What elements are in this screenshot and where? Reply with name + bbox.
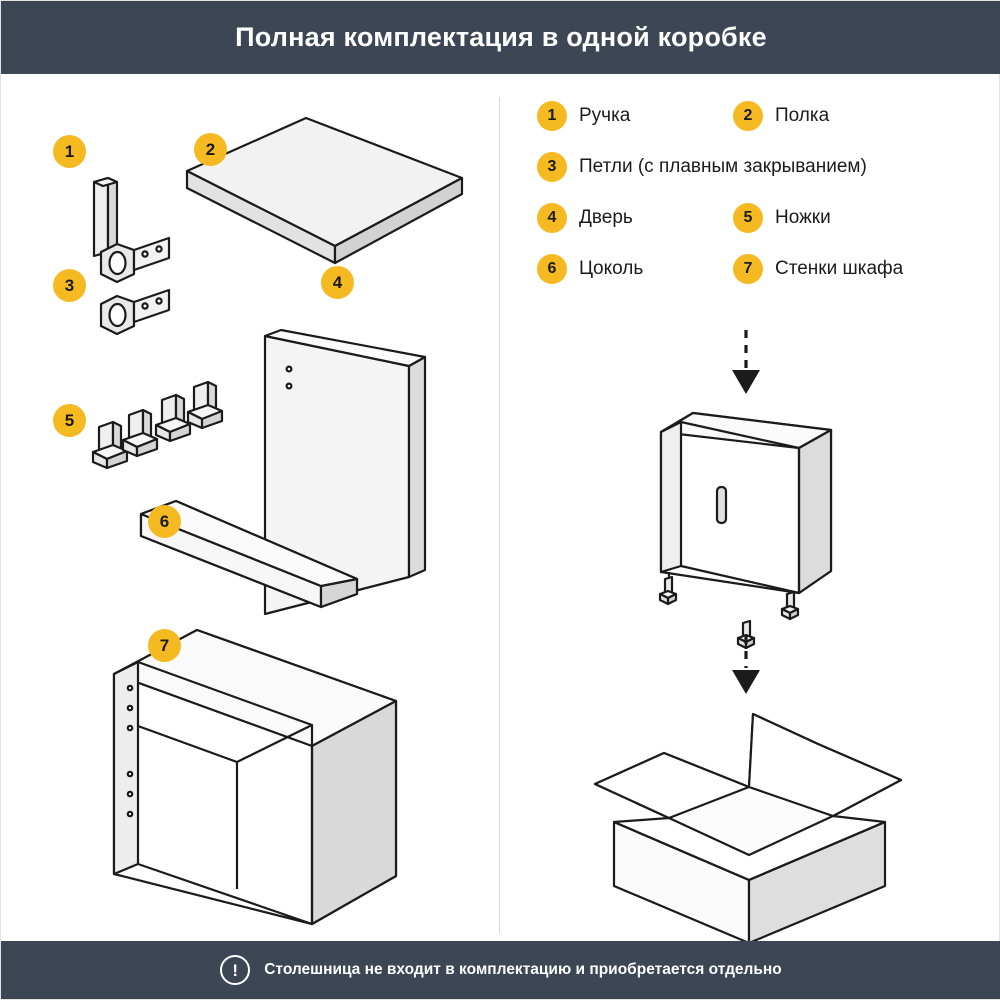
part-badge-label: 7 (159, 635, 170, 655)
part-badge-plinth (148, 505, 181, 538)
legend-list (537, 101, 977, 305)
footer-bar (1, 941, 1000, 999)
assembled-cabinet-drawing (660, 413, 831, 648)
legend-label: Ручка (579, 105, 631, 126)
legend-item-legs (733, 203, 831, 233)
part-badge-handle (53, 135, 86, 168)
shipping-box-drawing (595, 714, 901, 943)
part-cabinet-walls-drawing (114, 630, 396, 924)
legend-label: Ножки (775, 207, 831, 228)
legend-badge: 1 (537, 101, 567, 131)
legend-label: Петли (с плавным закрыванием) (579, 156, 867, 177)
legend-item-handle (537, 101, 733, 131)
legend-item-cabinet-walls (733, 254, 903, 284)
part-legs-drawing (93, 382, 222, 468)
legend-badge: 6 (537, 254, 567, 284)
part-badge-label: 4 (332, 272, 343, 292)
page-title: Полная комплектация в одной коробке (235, 22, 767, 52)
flow-arrow-top-head (732, 370, 760, 394)
flow-arrow-bottom-head (732, 670, 760, 694)
legend-row (537, 101, 977, 131)
part-hinges-drawing (101, 238, 169, 334)
legend-row (537, 152, 977, 182)
legend-badge: 2 (733, 101, 763, 131)
part-handle-drawing (94, 178, 117, 256)
part-badge-legs (53, 404, 86, 437)
legend-item-shelf (733, 101, 829, 131)
part-badge-label: 5 (64, 410, 75, 430)
legend-badge: 5 (733, 203, 763, 233)
part-badge-cabinet-walls (148, 629, 181, 662)
legend-label: Цоколь (579, 258, 644, 279)
part-badge-label: 6 (159, 511, 170, 531)
legend-row (537, 254, 977, 284)
part-badge-door (321, 266, 354, 299)
legend-badge: 7 (733, 254, 763, 284)
legend-badge: 4 (537, 203, 567, 233)
part-badge-label: 1 (64, 141, 75, 161)
legend-item-hinges (537, 152, 867, 182)
part-badge-label: 2 (205, 139, 216, 159)
header-bar (1, 1, 1000, 74)
part-badge-label: 3 (64, 275, 75, 295)
legend-item-plinth (537, 254, 733, 284)
legend-label: Дверь (579, 207, 633, 228)
part-shelf-drawing (187, 118, 462, 263)
legend-row (537, 203, 977, 233)
legend-item-door (537, 203, 733, 233)
footer-note: Столешница не входит в комплектацию и приобретается отдельно (264, 961, 782, 978)
exclamation-icon: ! (220, 955, 250, 985)
legend-badge: 3 (537, 152, 567, 182)
part-badge-shelf (194, 133, 227, 166)
legend-label: Полка (775, 105, 830, 126)
legend-label: Стенки шкафа (775, 258, 904, 279)
part-badge-hinges (53, 269, 86, 302)
